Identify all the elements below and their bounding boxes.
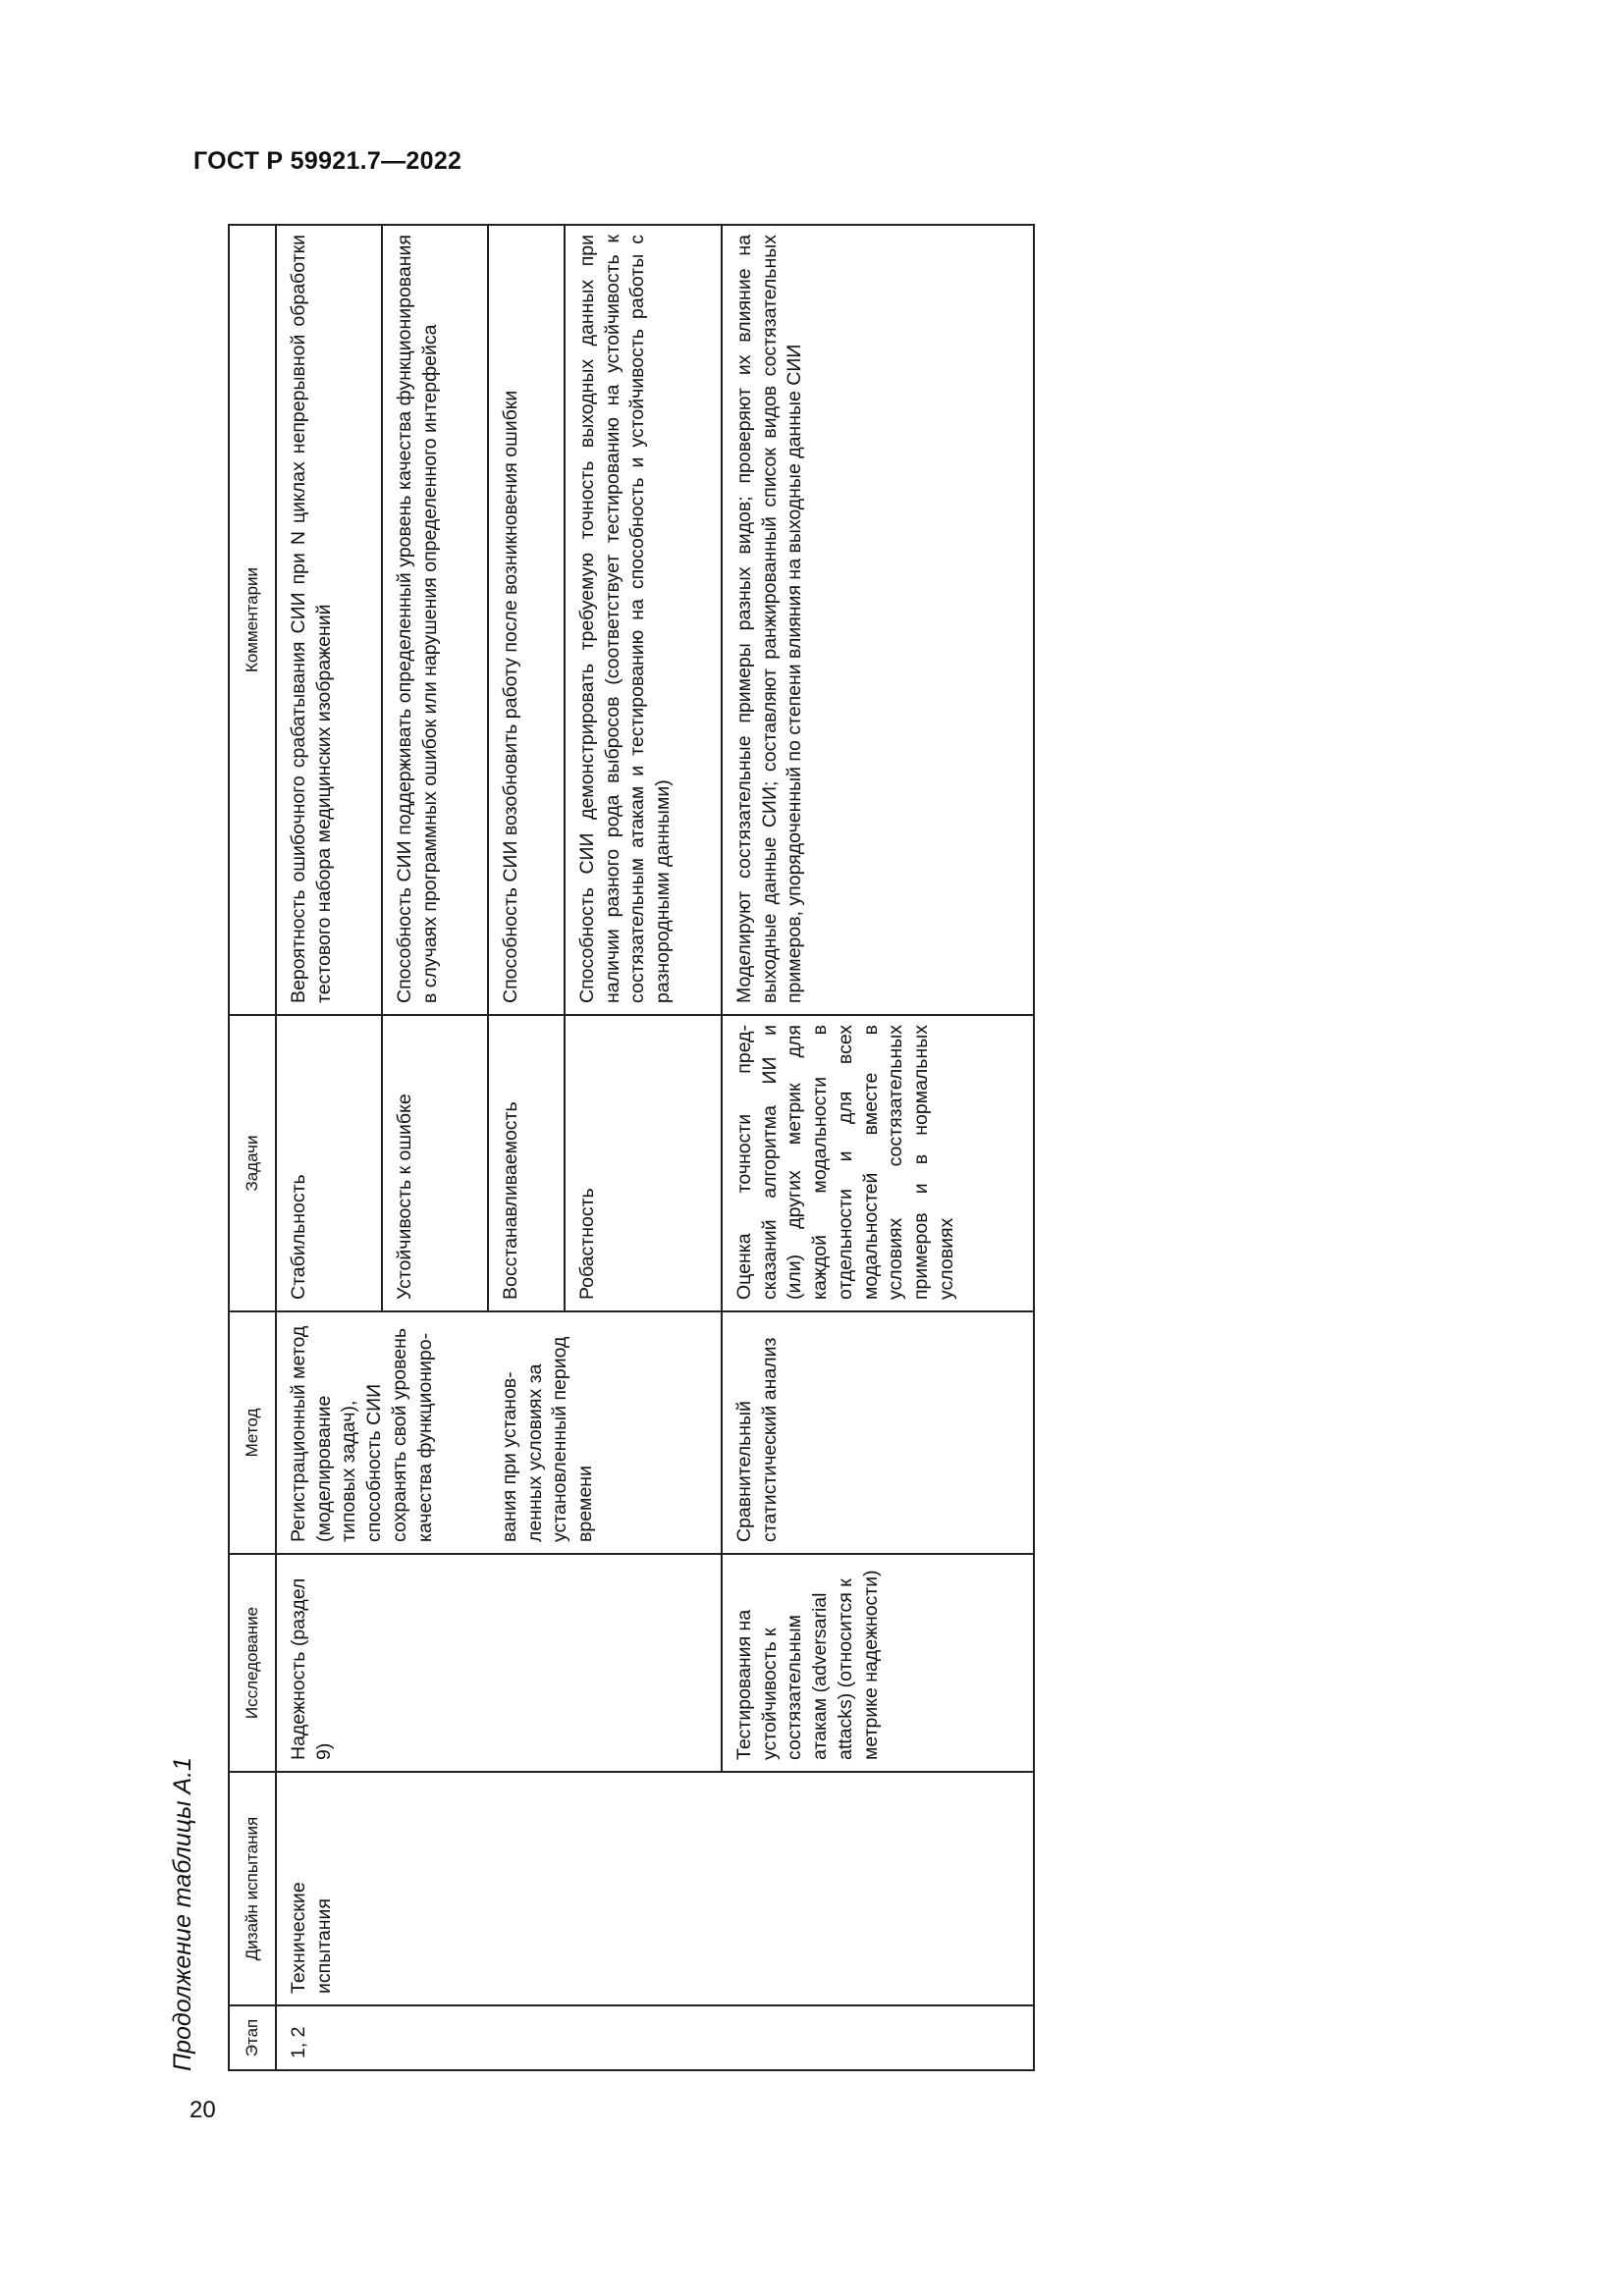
research-reliability-cell: Надежность (раздел 9) — [276, 1554, 722, 1772]
task-recoverability-cell: Восстанавливаемость — [488, 1015, 565, 1311]
comment-robustness-cell: Способность СИИ демонстрировать требуемую точность выходных данных при наличии разного рода выбросов (соответствует тестированию на устойчивость к состязательным атакам и тестированию на способность и устойчивость работы с разнородными данными) — [565, 225, 722, 1015]
rotated-page-content — [167, 226, 1041, 2071]
research-adversarial-cell: Тестирования на устойчивость к состязательным атакам (adversarial attacks) (относится к метрике надежности) — [722, 1554, 1034, 1772]
task-fault-tolerance-cell: Устойчивость к ошибке — [382, 1015, 488, 1311]
specification-table — [228, 224, 1035, 2071]
table-row — [276, 225, 382, 2070]
comment-adversarial-cell: Моделируют состязательные примеры разных видов; проверяют их влияние на выходные данные СИИ; составляют ранжированный список видов состязательных примеров, упорядоченный по степени влияния на выходные данные СИИ — [722, 225, 1034, 1015]
task-robustness-cell: Робастность — [565, 1015, 722, 1311]
method-comparative-cell: Сравнительный статистический анализ — [722, 1311, 1034, 1554]
method-registration-cell: Регистрационный метод (моделирование типовых задач), способность СИИ сохранять свой уровень качества функциониро- — [276, 1311, 488, 1554]
column-header-design: Дизайн испытания — [229, 1772, 276, 2005]
document-header: ГОСТ Р 59921.7—2022 — [193, 147, 462, 175]
design-cell: Технические испытания — [276, 1772, 1034, 2005]
page-number: 20 — [189, 2097, 216, 2123]
table-header-row — [229, 225, 276, 2070]
stage-cell: 1, 2 — [276, 2005, 1034, 2070]
comment-fault-tolerance-cell: Способность СИИ поддерживать определенный уровень качества функционирования в случаях программных ошибок или нарушения определенного интерфейса — [382, 225, 488, 1015]
task-accuracy-cell: Оценка точности предсказаний алгоритма ИИ и (или) других метрик для каждой модальности в отдельности и для всех модальностей вместе в условиях состязательных примеров и в нормальных условиях — [722, 1015, 1034, 1311]
column-header-research: Исследование — [229, 1554, 276, 1772]
column-header-tasks: Задачи — [229, 1015, 276, 1311]
method-registration-continued-cell: вания при установленных условиях за установленный период времени — [488, 1311, 722, 1554]
comment-stability-cell: Вероятность ошибочного срабатывания СИИ при N циклах непрерывной обработки тестового набора медицинских изображений — [276, 225, 382, 1015]
column-header-method: Метод — [229, 1311, 276, 1554]
table-caption: Продолжение таблицы А.1 — [169, 1757, 196, 2071]
task-stability-cell: Стабильность — [276, 1015, 382, 1311]
column-header-comments: Комментарии — [229, 225, 276, 1015]
comment-recoverability-cell: Способность СИИ возобновить работу после возникновения ошибки — [488, 225, 565, 1015]
column-header-stage: Этап — [229, 2005, 276, 2070]
